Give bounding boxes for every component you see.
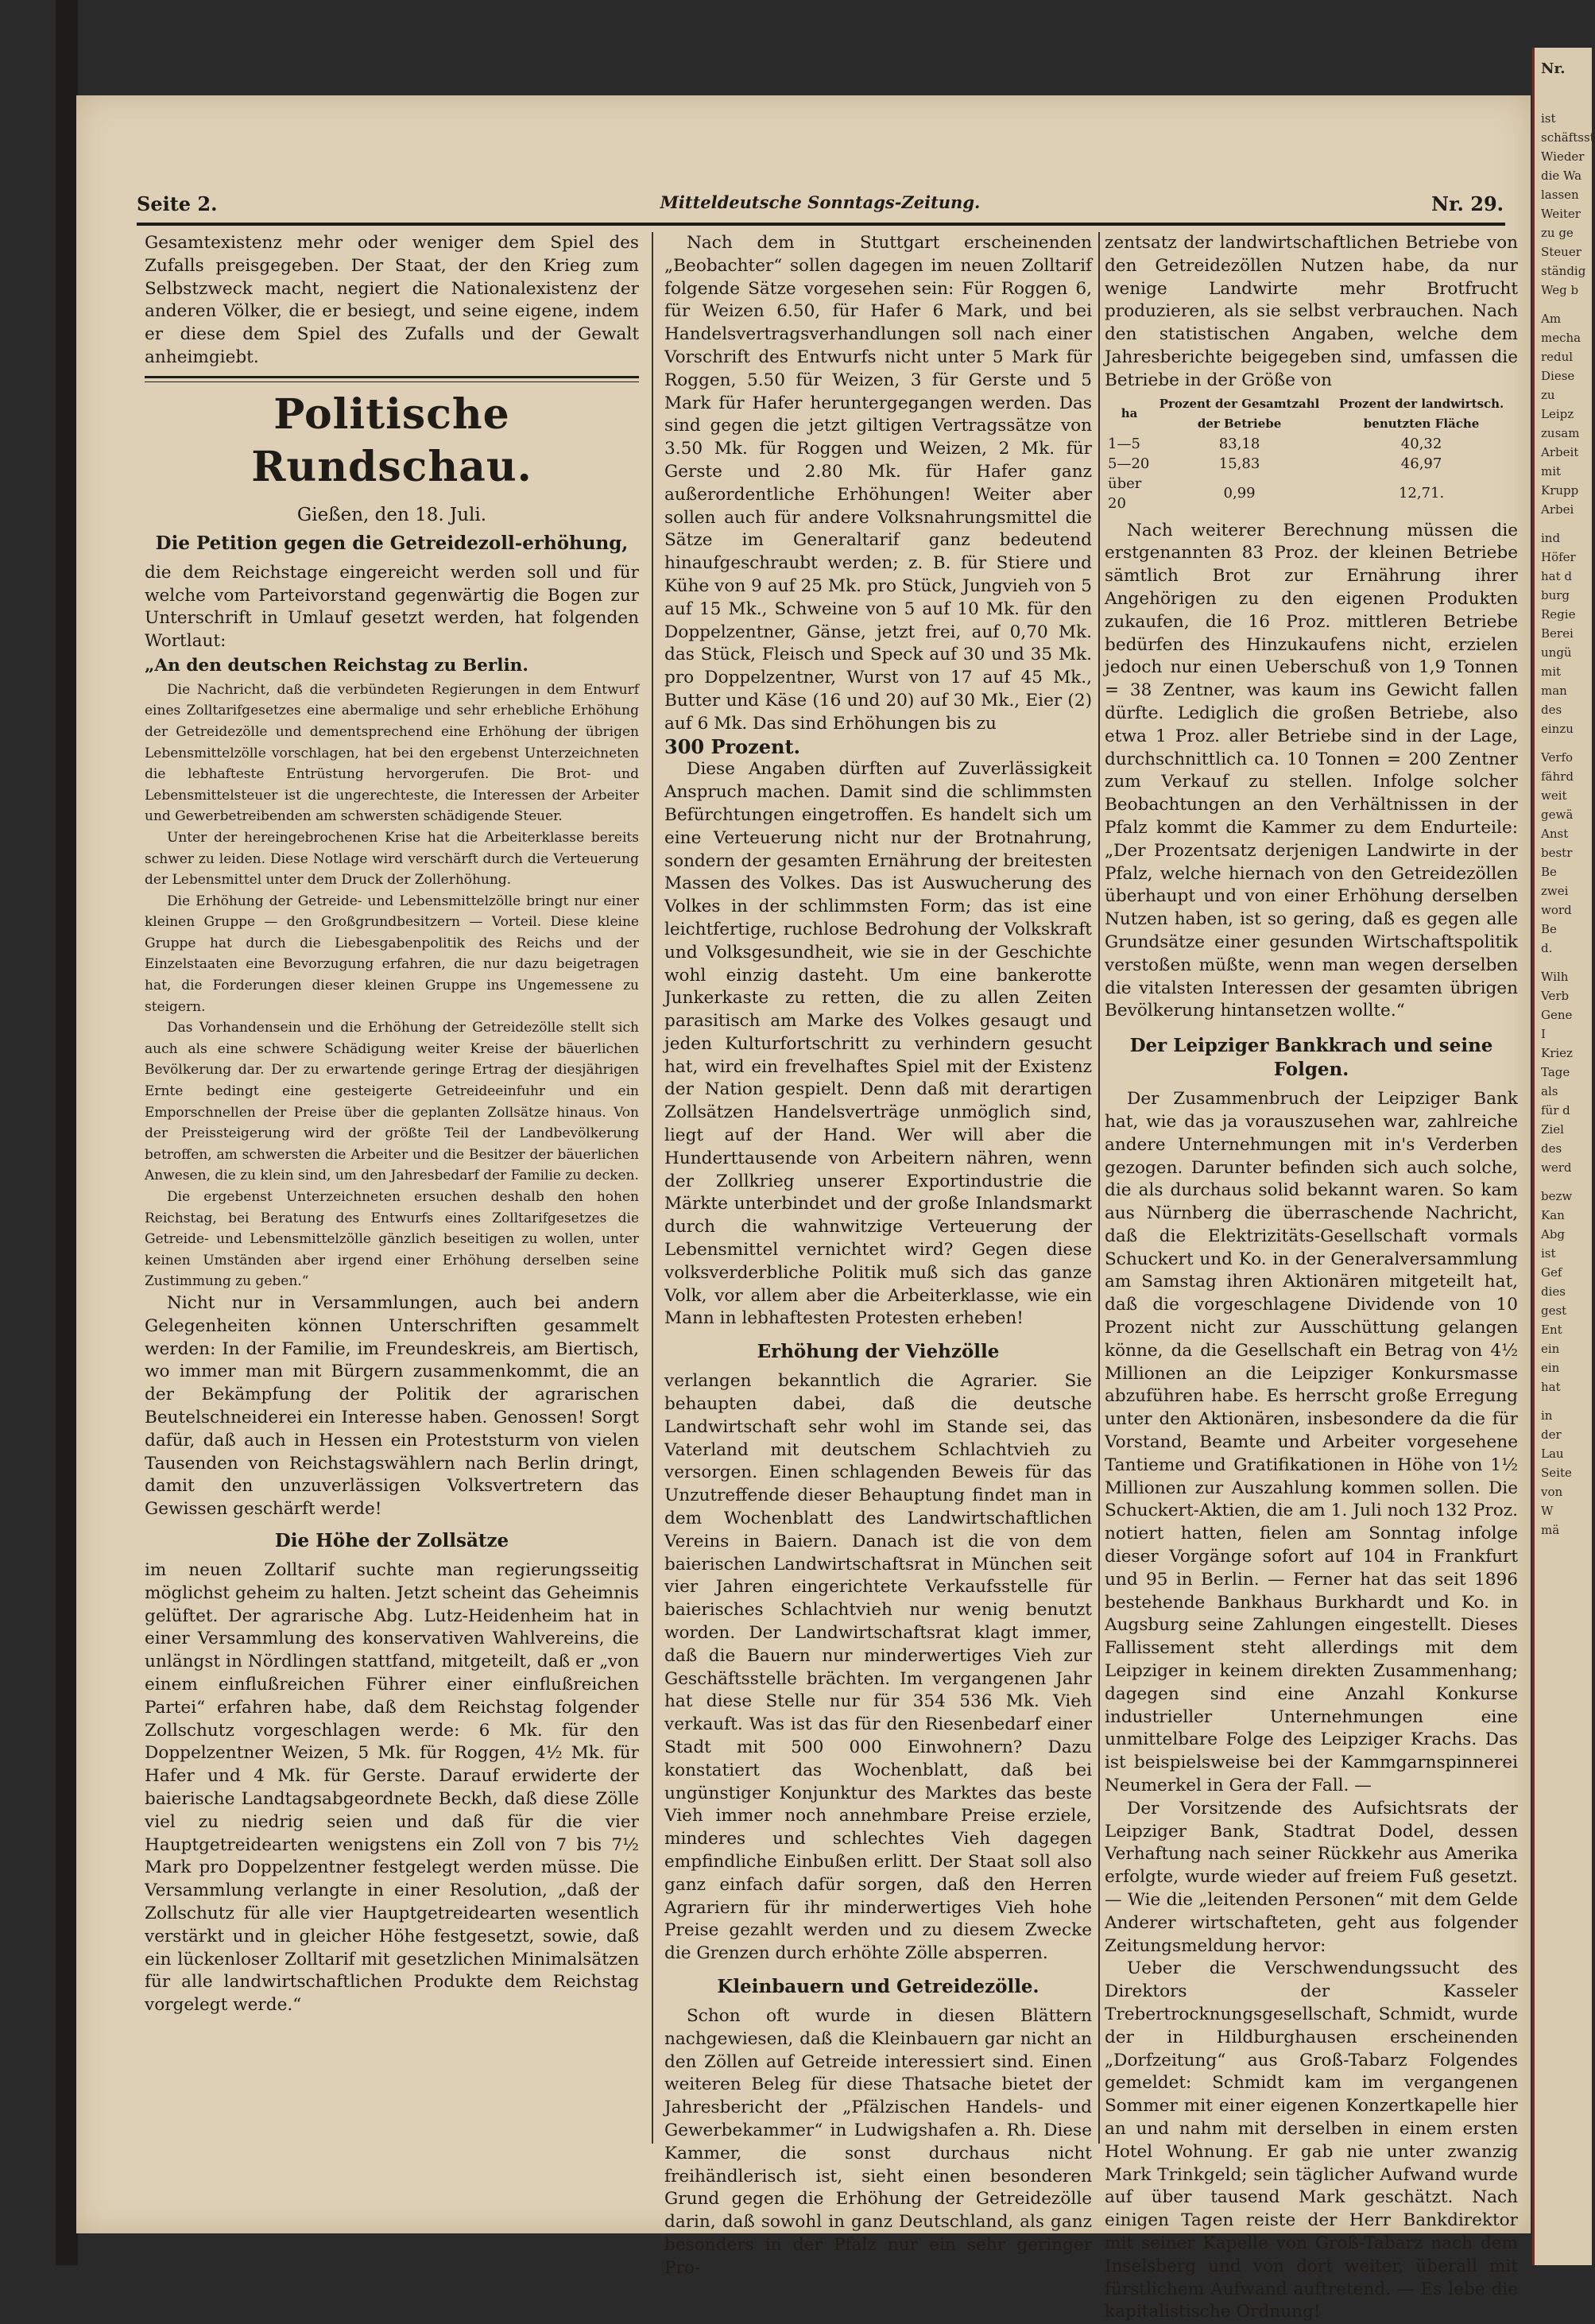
table-row — [1105, 474, 1518, 513]
article-paragraph: im neuen Zolltarif suchte man regierungsseitig möglichst geheim zu halten. Jetzt scheint das Geheimnis gelüftet. Der agrarische Abg. Lutz-Heidenheim hat in einer Versammlung des konservativen Wahlvereins, die unlängst in Nördlingen stattfand, mitgeteilt, daß er „von einem einflußreichen Führer einer einflußreichen Partei“ erfahren habe, daß dem Reichstag folgender Zollschutz vorgeschlagen werde: 6 Mk. für den Doppelzentner Weizen, 5 Mk. für Roggen, 4½ Mk. für Hafer und 4 Mk. für Gerste. Darauf erwiderte der baierische Landtagsabgeordnete Beckh, daß diese Zölle viel zu niedrig seien und daß für die vier Hauptgetreidearten wenigstens ein Zoll von 7 bis 7½ Mark pro Doppelzentner festgelegt werden müsse. Die Versammlung verlangte in einer Resolution, „daß der Zollschutz für alle vier Hauptgetreidearten wesentlich verstärkt und in gleicher Höhe festgesetzt, sowie, daß ein lückenloser Zolltarif mit gesetzlichen Minimalsätzen für alle landwirtschaftlichen Produkte dem Reichstag vorgelegt werde.“ — [145, 1559, 639, 2016]
edge-fragment: Tage — [1541, 1065, 1570, 1079]
header-rule — [137, 223, 1505, 226]
article-heading: Die Höhe der Zollsätze — [274, 1529, 509, 1551]
edge-fragment: W — [1541, 1504, 1554, 1518]
edge-fragment: Am — [1541, 312, 1562, 326]
column-divider — [1098, 232, 1100, 2144]
newspaper-title: Mitteldeutsche Sonntags-Zeitung. — [660, 192, 981, 212]
edge-fragment: der — [1541, 1427, 1562, 1442]
edge-fragment: ständig — [1541, 264, 1586, 278]
article-paragraph: Schon oft wurde in diesen Blättern nachgewiesen, daß die Kleinbauern gar nicht an den Zöllen auf Getreide interessiert sind. Einen weiteren Beleg für diese Thatsache bietet der Jahresbericht der „Pfälzischen Handels- und Gewerbekammer“ in Ludwigshafen a. Rh. Diese Kammer, die sonst durchaus nicht freihändlerisch ist, sieht einen besonderen Grund gegen die Erhöhung der Getreidezölle darin, daß sowohl in ganz Deutschland, als ganz besonders in der Pfalz nur ein sehr geringer Pro- — [664, 2005, 1092, 2278]
edge-fragment: ungü — [1541, 645, 1572, 660]
edge-fragment: hat — [1541, 1380, 1561, 1394]
edge-fragment: hat d — [1541, 569, 1573, 583]
edge-fragment: Ziel — [1541, 1122, 1564, 1137]
edge-fragment: Weg b — [1541, 283, 1579, 297]
edge-fragment: fährd — [1541, 769, 1574, 784]
edge-fragment: I — [1541, 1027, 1546, 1041]
article-paragraph: Diese Angaben dürften auf Zuverlässigkeit Anspruch machen. Damit sind die schlimmsten Befürchtungen eingetroffen. Es handelt sich um eine Verteuerung nicht nur der Brotnahrung, sondern der gesamten Ernährung der breitesten Massen des Volkes. Das ist Auswucherung des Volkes in der schlimmsten Form; das ist eine leichtfertige, ruchlose Bedrohung der Volkskraft und Volksgesundheit, wie sie in der Geschichte wohl einzig dasteht. Um eine bankerotte Junkerkaste zu retten, die zu allen Zeiten parasitisch am Marke des Volkes gesaugt und jeden Kulturfortschritt zu verhindern gesucht hat, wird ein frevelhaftes Spiel mit der Existenz der Nation gespielt. Denn daß mit derartigen Zollsätzen Handelsverträge unmöglich sind, liegt auf der Hand. Wer will aber die Hunderttausende von Arbeitern nähren, wenn der Zollkrieg unserer Exportindustrie die Märkte unterbindet und der große Inlandsmarkt durch die wahnwitzige Verteuerung der Lebensmittel vernichtet wird? Gegen diese volksverderbliche Politik muß sich das ganze Volk, vor allem aber die Arbeiterklasse, wie ein Mann in lebhaftesten Protesten erheben! — [664, 759, 1092, 1329]
table-cell: 0,99 — [1223, 485, 1256, 502]
article-paragraph: Der Vorsitzende des Aufsichtsrats der Leipziger Bank, Stadtrat Dodel, dessen Verhaftung nach seiner Rückkehr aus Amerika erfolgte, wurde wieder auf freiem Fuß gesetzt. — Wie die „leitenden Personen“ mit dem Gelde Anderer wirtschafteten, geht aus folgender Zeitungsmeldung hervor: — [1105, 1798, 1518, 1956]
page-header — [137, 192, 1504, 219]
table-row — [1105, 434, 1518, 454]
edge-fragment: Krupp — [1541, 483, 1579, 498]
edge-fragment: ein — [1541, 1361, 1560, 1375]
table-header: ha — [1121, 406, 1138, 421]
edge-fragment: zusam — [1541, 426, 1580, 440]
edge-fragment: ist — [1541, 111, 1556, 126]
edge-fragment: ind — [1541, 531, 1561, 545]
edge-fragment: Kan — [1541, 1208, 1565, 1222]
edge-fragment: mä — [1541, 1523, 1560, 1537]
edge-fragment: redul — [1541, 350, 1574, 364]
book-spine — [56, 0, 78, 2265]
edge-fragment: Wilh — [1541, 970, 1569, 984]
article-paragraph: verlangen bekanntlich die Agrarier. Sie behaupten dabei, daß die deutsche Landwirtschaft sehr wohl im Stande sei, das Vaterland mit deutschem Schlachtvieh zu versorgen. Einen schlagenden Beweis für das Unzutreffende dieser Behauptung findet man in dem Wochenblatt des Landwirtschaftlichen Vereins in Baiern. Danach ist die von dem baierischen Landwirtschaftsrat in München seit vier Jahren eingerichtete Verkaufsstelle für baierisches Schlachtvieh nur wenig benutzt worden. Der Landwirtschaftsrat klagt immer, daß die Bauern nur minderwertiges Vieh zur Geschäftsstelle brächten. Im vergangenen Jahr hat diese Stelle nur für 354 536 Mk. Vieh verkauft. Was ist das für den Riesenbedarf einer Stadt mit 500 000 Einwohnern? Dazu konstatiert das Wochenblatt, daß bei ungünstiger Konjunktur des Marktes das beste Vieh immer noch annehmbare Preise erziele, minderes und schlechtes Vieh dagegen empfindliche Einbußen erlitt. Der Staat soll also ganz einfach dafür sorgen, daß den Herren Agrariern für ihr minderwertiges Vieh hohe Preise gezahlt werden und zu diesem Zwecke die Grenzen durch erhöhte Zölle absperren. — [664, 1371, 1092, 1964]
edge-fragment: Ent — [1541, 1323, 1562, 1337]
article-paragraph: Nach dem in Stuttgart erscheinenden „Beobachter“ sollen dagegen im neuen Zolltarif folgende Sätze vorgesehen sein: Für Roggen 6, für Weizen 6.50, für Hafer 6 Mark, und bei Handelsvertragsverhandlungen soll nach einer Vorschrift des Entwurfs nicht unter 5 Mark für Roggen, 5.50 für Weizen, 3 für Gerste und 5 Mark für Hafer heruntergegangen werden. Das sind gegen die jetzt giltigen Vertragssätze von 3.50 Mk. für Roggen und Weizen, 2 Mk. für Gerste und 2.80 Mk. für Hafer ganz außerordentliche Erhöhungen! Weiter aber sollen auch für andere Volksnahrungsmittel die Sätze im Generaltarif ganz bedeutend hinaufgeschraubt werden; z. B. für Stiere und Kühe von 9 auf 25 Mk. pro Stück, Jungvieh von 5 auf 15 Mk., Schweine von 5 auf 10 Mk. für den Doppelzentner, Gänse, jetzt frei, auf 0,70 Mk. das Stück, Fleisch und Speck auf 30 und 35 Mk. pro Doppelzentner, Wurst von 17 auf 45 Mk., Butter und Käse (16 und 20) auf 30 Mk., Eier (2) auf 6 Mk. Das sind Erhöhungen bis zu — [664, 233, 1092, 734]
edge-fragment: weit — [1541, 788, 1567, 803]
table-cell: über 20 — [1108, 474, 1142, 512]
dateline: Gießen, den 18. Juli. — [296, 504, 487, 525]
edge-fragment: zu — [1541, 388, 1555, 402]
edge-fragment: Höfer — [1541, 550, 1576, 564]
petition-text: Die Nachricht, daß die verbündeten Regierungen in dem Entwurf eines Zolltarifgesetzes eine abermalige und sehr erhebliche Erhöhung der Getreidezölle und dementsprechend eine Erhöhung der übrigen Lebensmittelzölle vorschlagen, hat bei den ergebenst Unterzeichneten die lebhafteste Entrüstung hervorgerufen. Die Brot- und Lebensmittelsteuer ist die ungerechteste, die Interessen der Arbeiter und Gewerbetreibenden am schwersten schädigende Steuer. — [145, 681, 639, 825]
edge-fragment: mit — [1541, 464, 1562, 478]
table-row — [1105, 454, 1518, 474]
edge-fragment: mit — [1541, 664, 1562, 679]
edge-fragment: Berei — [1541, 626, 1574, 641]
edge-fragment: des — [1541, 703, 1562, 717]
article-heading: Erhöhung der Viehzölle — [757, 1341, 1000, 1363]
column-1 — [145, 232, 639, 2144]
article-paragraph: Nicht nur in Versammlungen, auch bei andern Gelegenheiten können Unterschriften gesammelt werden: In der Familie, im Freundeskreis, am Biertisch, wo immer man mit Bürgern zusammenkommt, die an der Bekämpfung der Politik der agrarischen Beutelschneiderei ein Interesse haben. Genossen! Sorgt dafür, daß auch in Hessen ein Proteststurm von vielen Tausenden von Reichstagswählern nach Berlin dringt, damit den unzuverlässigen Volksvertretern das Gewissen geschärft werde! — [145, 1292, 639, 1520]
edge-fragment: schäftsst — [1541, 130, 1595, 145]
edge-fragment: Verb — [1541, 989, 1570, 1003]
edge-fragment: Weiter — [1541, 207, 1581, 221]
edge-fragment: Lau — [1541, 1447, 1564, 1461]
edge-fragment: Steuer — [1541, 245, 1581, 259]
article-heading: Die Petition gegen die Getreidezoll-erhöhung, — [155, 532, 629, 554]
edge-fragment: Arbeit — [1541, 445, 1579, 459]
edge-fragment: die Wa — [1541, 168, 1582, 183]
petition-address: „An den deutschen Reichstag zu Berlin. — [145, 655, 528, 676]
edge-fragment: zu ge — [1541, 226, 1574, 240]
edge-fragment: lassen — [1541, 188, 1579, 202]
table-cell: 1—5 — [1108, 435, 1140, 452]
edge-fragment: Kriez — [1541, 1046, 1573, 1060]
edge-fragment: man — [1541, 684, 1567, 698]
edge-fragment: Abg — [1541, 1227, 1566, 1241]
edge-fragment: gewä — [1541, 808, 1574, 822]
edge-fragment: Gene — [1541, 1008, 1573, 1022]
edge-fragment: burg — [1541, 588, 1570, 602]
edge-fragment: Seite — [1541, 1466, 1572, 1480]
edge-fragment: von — [1541, 1485, 1563, 1499]
edge-fragment: ein — [1541, 1342, 1560, 1356]
edge-fragment: einzu — [1541, 722, 1574, 736]
issue-number: Nr. 29. — [1431, 192, 1504, 215]
edge-fragment: werd — [1541, 1160, 1572, 1175]
edge-fragment: bezw — [1541, 1189, 1573, 1203]
table-cell: 15,83 — [1218, 455, 1260, 472]
table-cell: 12,71. — [1398, 485, 1445, 502]
edge-fragment: als — [1541, 1084, 1558, 1098]
edge-fragment: Gef — [1541, 1265, 1562, 1280]
edge-fragment: bestr — [1541, 846, 1573, 860]
petition-text: Das Vorhandensein und die Erhöhung der Getreidezölle stellt sich auch als eine schwere Schädigung weiter Kreise der bäuerlichen Bevölkerung dar. Der zu erwartende geringe Ertrag der diesjährigen Ernte bedingt eine gesteigerte Getreideeinfuhr und ein Emporschnellen der Preise über die geplanten Zollsätze hinaus. Von der Preissteigerung wird der größte Teil der Landbevölkerung betroffen, am schwersten die Arbeiter und die Besitzer der bäuerlichen Anwesen, die zu klein sind, um den Jahresbedarf der Familie zu decken. — [145, 1020, 639, 1184]
edge-fragment: gest — [1541, 1303, 1567, 1318]
edge-fragment: mecha — [1541, 331, 1581, 345]
article-paragraph: Der Zusammenbruch der Leipziger Bank hat, wie das ja vorauszusehen war, zahlreiche andere Unternehmungen mit in's Verderben gezogen. Darunter befinden sich auch solche, die als durchaus solid bekannt waren. So kam aus Nürnberg die überraschende Nachricht, daß die Elektrizitäts-Gesellschaft vormals Schuckert und Ko. in der Generalversammlung am Samstag ihren Aktionären mitgeteilt hat, daß die vorgeschlagene Dividende von 10 Prozent nicht zur Ausschüttung gelangen könne, da die Gesellschaft ein Betrag von 4½ Millionen an die Leipziger Konkursmasse abzuführen habe. Es herrscht große Erregung unter den Aktionären, insbesondere da die für Vorstand, Beamte und Arbeiter vorgesehene Tantieme und Gratifikationen in Höhe von 1½ Millionen zur Auszahlung kommen sollen. Die Schuckert-Aktien, die am 1. Juli noch 132 Proz. notiert hatten, fielen am Sonntag infolge dieser Vorgänge sofort auf 104 in Frankfurt und 95 in Berlin. — Ferner hat das seit 1896 bestehende Bankhaus Burkhardt und Ko. in Augsburg seine Zahlungen eingestellt. Dieses Fallissement steht allerdings mit dem Leipziger in keinem direkten Zusammenhang; dagegen sind eine Anzahl Konkurse industrieller Unternehmungen eine unmittelbare Folge des Leipziger Krachs. Das ist beispielsweise bei der Kammgarnspinnerei Neumerkel in Gera der Fall. — — [1105, 1089, 1518, 1796]
article-heading: Der Leipziger Bankkrach und seine Folgen. — [1129, 1035, 1493, 1081]
article-paragraph: Nach weiterer Berechnung müssen die erstgenannten 83 Proz. der kleinen Betriebe sämtlich Brot zur Ernährung ihrer Angehörigen zu den eigenen Produkten zukaufen, die 16 Proz. mittleren Betriebe bedürfen des Hinzukaufens nicht, erzielen jedoch nur einen Ueberschuß von 1,9 Tonnen = 38 Zentner, was kaum ins Gewicht fallen dürfte. Lediglich die großen Betriebe, also etwa 1 Proz. aller Betriebe sind in der Lage, durchschnittlich ca. 10 Tonnen = 200 Zentner zum Verkauf zu stellen. Infolge solcher Beobachtungen an den Verhältnissen in der Pfalz kommt die Kammer zu dem Endurteile: „Der Prozentsatz derjenigen Landwirte in der Pfalz, welche hiernach von den Getreidezöllen überhaupt und von einer Erhöhung derselben Nutzen haben, ist so gering, daß es gegen alle Grundsätze einer gesunden Wirtschaftspolitik verstoßen müßte, wenn man wegen derselben die vitalsten Interessen der gesamten übrigen Bevölkerung hintansetzen wollte.“ — [1105, 520, 1518, 1021]
emphasis-300-prozent: 300 Prozent. — [664, 734, 800, 758]
edge-fragment: zwei — [1541, 884, 1569, 898]
article-paragraph: zentsatz der landwirtschaftlichen Betriebe von den Getreidezöllen Nutzen habe, da nur wenige Landwirte mehr Brotfrucht produzieren, als sie selbst verbrauchen. Nach den statistischen Angaben, welche dem Jahresberichte beigegeben sind, umfassen die Betriebe in der Größe von — [1105, 233, 1518, 390]
article-paragraph: Ueber die Verschwendungssucht des Direktors der Kasseler Trebertrocknungsgesellschaft, Schmidt, wurde der in Hildburghausen erscheinenden „Dorfzeitung“ aus Groß-Tabarz Folgendes gemeldet: Schmidt kam im vergangenen Sommer mit einer eigenen Konzertkapelle hier an und nahm mit derselben in einem ersten Hotel Wohnung. Er gab nie unter zwanzig Mark Trinkgeld; sein täglicher Aufwand wurde auf über tausend Mark geschätzt. Nach einigen Tagen reiste der Herr Bankdirektor mit seiner Kapelle von Groß-Tabarz nach dem Inselsberg und von dort weiter, überall mit fürstlichem Aufwand auftretend. — Es lebe die kapitalistische Ordnung! — [1105, 1958, 1518, 2322]
edge-fragment: ist — [1541, 1246, 1556, 1261]
table-cell: 83,18 — [1218, 435, 1260, 452]
farm-size-table — [1105, 394, 1518, 513]
section-rule — [145, 376, 639, 382]
edge-fragment: Arbei — [1541, 502, 1574, 517]
intro-paragraph: Gesamtexistenz mehr oder weniger dem Spiel des Zufalls preisgegeben. Der Staat, der den Krieg zum Selbstzweck macht, negiert die Nationalexistenz der anderen Völker, die er besiegt, und seine eigene, indem er diese dem Spiel des Zufalls und der Gewalt anheimgiebt. — [145, 233, 639, 367]
edge-fragment: Wieder — [1541, 149, 1585, 164]
edge-fragment: dies — [1541, 1284, 1566, 1299]
next-page-fragments — [1535, 110, 1595, 1539]
table-header: Prozent der landwirtsch. benutzten Fläche — [1338, 396, 1504, 431]
edge-fragment: Be — [1541, 865, 1557, 879]
edge-fragment: Regie — [1541, 607, 1576, 622]
article-paragraph: die dem Reichstage eingereicht werden soll und für welche vom Parteivorstand gegenwärtig die Bogen zur Unterschrift in Umlauf gesetzt werden, hat folgenden Wortlaut: — [145, 562, 639, 652]
edge-fragment: Leipz — [1541, 407, 1574, 421]
petition-text: Die Erhöhung der Getreide- und Lebensmittelzölle bringt nur einer kleinen Gruppe — den Großgrundbesitzern — Vorteil. Diese kleine Gruppe hat durch die Liebesgabenpolitik des Reichs und der Einzelstaaten eine Bevorzugung erfahren, die nur dazu beigetragen hat, die Forderungen dieser kleinen Gruppe ins Ungemessene zu steigern. — [145, 893, 639, 1015]
petition-text: Die ergebenst Unterzeichneten ersuchen deshalb den hohen Reichstag, bei Beratung des Entwurfs eines Zolltarifgesetzes die Getreide- und Lebensmittelzölle gänzlich beseitigen zu wollen, unter keinen Umständen aber irgend einer Erhöhung derselben seine Zustimmung zu geben.“ — [145, 1189, 639, 1290]
edge-fragment: word — [1541, 903, 1572, 917]
article-heading: Kleinbauern und Getreidezölle. — [717, 1975, 1039, 1997]
section-title: Politische Rundschau. — [251, 389, 532, 491]
table-cell: 40,32 — [1400, 435, 1442, 452]
table-cell: 46,97 — [1400, 455, 1442, 472]
edge-fragment: Anst — [1541, 827, 1569, 841]
column-3 — [1105, 232, 1518, 2322]
edge-fragment: Verfo — [1541, 750, 1574, 765]
edge-fragment: des — [1541, 1141, 1562, 1156]
edge-fragment: Be — [1541, 922, 1557, 936]
edge-fragment: in — [1541, 1408, 1553, 1423]
edge-fragment: Diese — [1541, 369, 1575, 383]
petition-text: Unter der hereingebrochenen Krise hat die Arbeiterklasse bereits schwer zu leiden. Diese Notlage wird verschärft durch die Verteuerung der Lebensmittel unter dem Druck der Zollerhöhung. — [145, 829, 639, 889]
table-cell: 5—20 — [1108, 455, 1150, 472]
table-header: Prozent der Gesamtzahl der Betriebe — [1159, 396, 1320, 431]
next-page-edge — [1532, 48, 1595, 2265]
column-divider — [652, 232, 653, 2144]
edge-fragment: d. — [1541, 941, 1553, 955]
page-number: Seite 2. — [137, 192, 218, 215]
edge-fragment: für d — [1541, 1103, 1570, 1117]
column-2 — [664, 232, 1092, 2278]
next-page-header: Nr. — [1541, 60, 1566, 77]
